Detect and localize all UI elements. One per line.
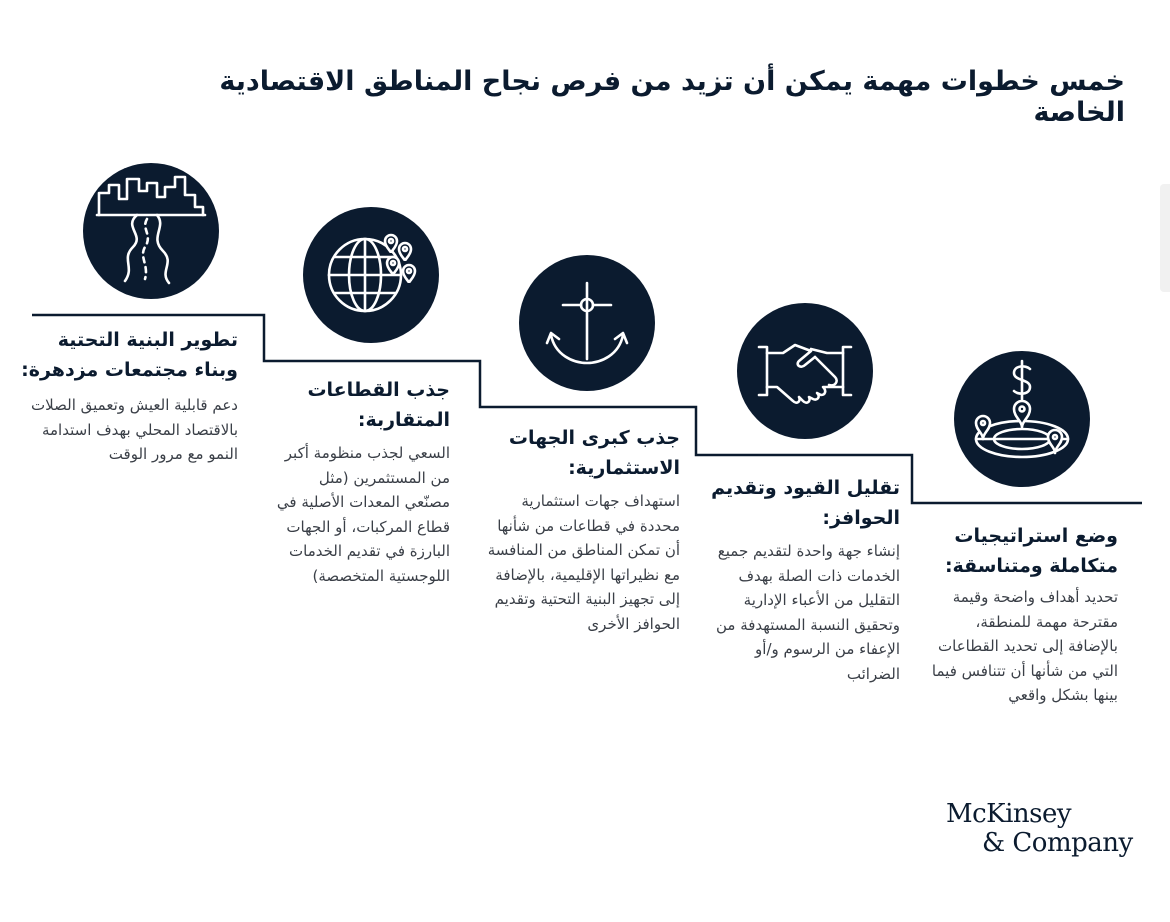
anchor-icon <box>519 255 655 391</box>
globe-pins-icon <box>303 207 439 343</box>
step-1-title: وضع استراتيجيات متكاملة ومتناسقة: <box>944 525 1118 577</box>
step-2-title: تقليل القيود وتقديم الحوافز: <box>711 477 900 529</box>
dollar-map-pins-icon <box>954 351 1090 487</box>
step-3-body: استهداف جهات استثمارية محددة في قطاعات من شأنها أن تمكن المناطق من المنافسة مع نظيراتها الإقليمية، بالإضافة إلى تجهيز البنية التحتية وتقديم الحوافز الأخرى <box>487 492 680 633</box>
scrollbar[interactable] <box>1160 184 1170 292</box>
step-5-title: تطوير البنية التحتية وبناء مجتمعات مزدهرة: <box>21 329 238 381</box>
city-road-icon <box>83 163 219 299</box>
logo-line-2: & Company <box>982 828 1133 858</box>
step-4-title: جذب القطاعات المتقاربة: <box>307 379 450 431</box>
handshake-icon <box>737 303 873 439</box>
step-2-body: إنشاء جهة واحدة لتقديم جميع الخدمات ذات الصلة بهدف التقليل من الأعباء الإدارية وتحقيق النسبة المستهدفة من الإعفاء من الرسوم و/أو الضرائب <box>715 542 900 683</box>
step-4-body: السعي لجذب منظومة أكبر من المستثمرين (مثل مصنّعي المعدات الأصلية في قطاع المركبات، أو الجهات البارزة في تقديم الخدمات اللوجستية المتخصصة) <box>276 444 450 585</box>
page-title: خمس خطوات مهمة يمكن أن تزيد من فرص نجاح المناطق الاقتصادية الخاصة <box>219 66 1125 128</box>
step-1-body: تحديد أهداف واضحة وقيمة مقترحة مهمة للمنطقة، بالإضافة إلى تحديد القطاعات التي من شأنها أن تتنافس فيما بينها بشكل واقعي <box>931 588 1118 704</box>
logo-line-1: McKinsey <box>946 799 1072 829</box>
mckinsey-logo <box>946 800 1146 858</box>
step-5-body: دعم قابلية العيش وتعميق الصلات بالاقتصاد المحلي بهدف استدامة النمو مع مرور الوقت <box>31 396 238 463</box>
step-3-title: جذب كبرى الجهات الاستثمارية: <box>508 427 680 479</box>
